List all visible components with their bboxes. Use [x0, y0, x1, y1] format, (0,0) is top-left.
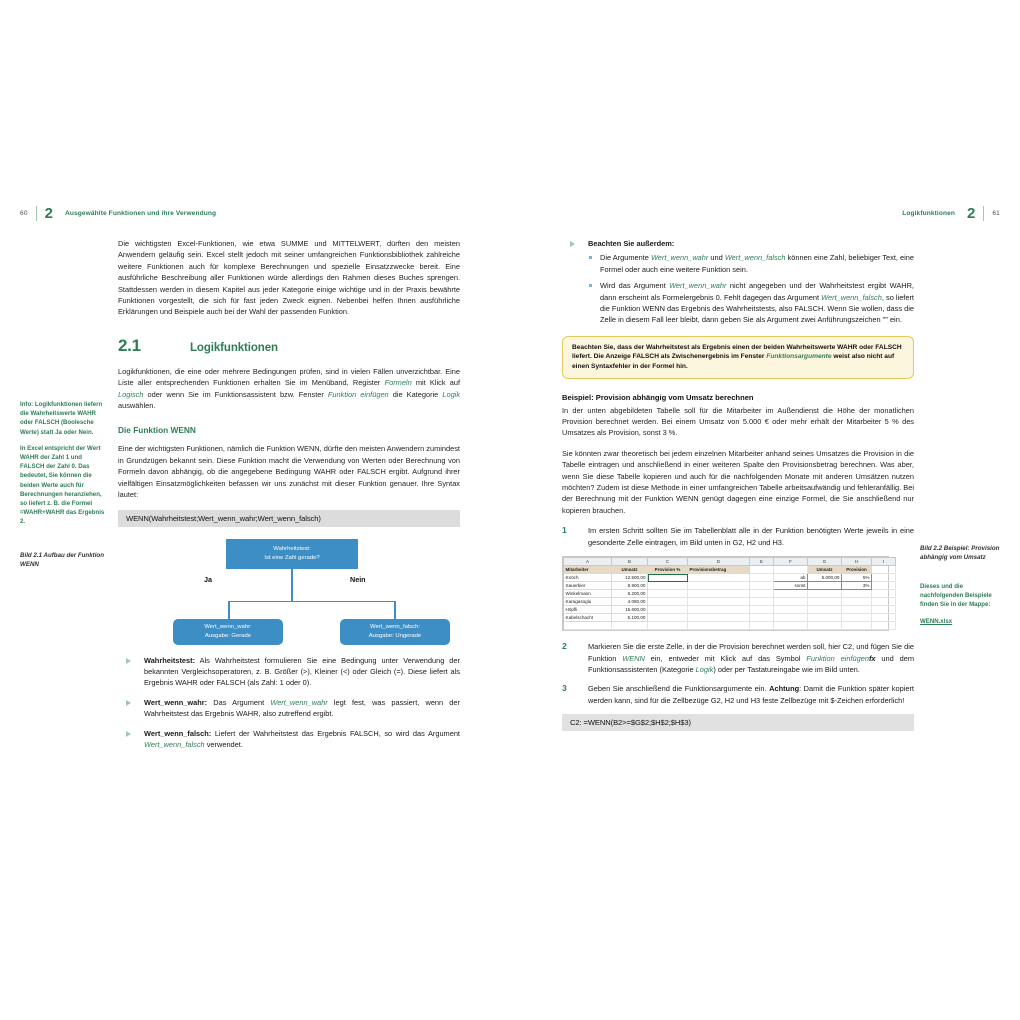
excel-cell-f3[interactable]: sonst [774, 582, 808, 590]
bullet-text-wahrheitstest: Als Wahrheitstest formulieren Sie eine Bedingung unter Verwendung der bekannten Vergleichsoperatoren, z. B. Größer (>), Kleiner (<) oder Gleich (=). Diese liefert als Ergebnis WAHR oder FALSCH (als Zahl: 1 oder 0). [144, 655, 460, 688]
excel-col-a[interactable]: A [564, 558, 612, 566]
excel-cell-b1[interactable]: Umsatz [612, 566, 648, 574]
diagram-root-line1: Wahrheitstest: [273, 546, 311, 553]
bullet-text-b-1: legt fest, was passiert, wenn der Wahrheitstest das Ergebnis WAHR, also zutreffend ergibt. [144, 697, 460, 719]
step-2 [562, 641, 914, 675]
excel-cell-i3[interactable] [872, 582, 896, 590]
excel-cell-f6[interactable] [774, 606, 808, 614]
excel-cell-g3[interactable] [808, 582, 842, 590]
excel-cell-d1[interactable]: Provisionsbetrag [688, 566, 750, 574]
note-sublist [588, 252, 914, 325]
excel-cell-g4[interactable] [808, 590, 842, 598]
note-1-b: nicht angegeben und der Wahrheitstest ergibt WAHR, dann erscheint als Formelergebnis 0. Fehlt dagegen das Argument [600, 281, 914, 302]
diagram-false-line2: Ausgabe: Ungerade [368, 632, 422, 639]
table-row [564, 614, 896, 622]
excel-cell-c3[interactable] [648, 582, 688, 590]
table-row [564, 606, 896, 614]
intro-paragraph: Die wichtigsten Excel-Funktionen, wie etwa SUMME und MITTELWERT, dürften den meisten Anwendern geläufig sein. Excel stellt jedoch mit seiner umfangreichen Funktionsbibliothek zahlreiche weitere Funktionen auch für komplexe Berechnungen und spezielle Einsatzzwecke bereit. Eine ausführliche Beschreibung aller Funktionen würde allerdings den Rahmen dieses Buches sprengen. Stattdessen werden in diesem Kapitel aus jeder Kategorie einige wichtige und in der Praxis bewährte Funktionen vorgestellt, die sich für fast jeden Zweck eignen. Nebenbei helfen Ihnen ausführliche Erklärungen und Beispiele auch bei der Wahl der passenden Funktion. [118, 239, 460, 317]
right-running-header [520, 200, 1010, 226]
table-row [564, 582, 896, 590]
excel-cell-a6[interactable]: Höpfli [564, 606, 612, 614]
excel-cell-i6[interactable] [872, 606, 896, 614]
note-0-em1: Wert_wenn_wahr [650, 253, 709, 263]
table-row [564, 598, 896, 606]
excel-col-f[interactable]: F [774, 558, 808, 566]
excel-cell-c4[interactable] [648, 590, 688, 598]
excel-cell-i5[interactable] [872, 598, 896, 606]
excel-screenshot [562, 556, 889, 631]
step-2-em-logik: Logik [695, 664, 714, 674]
excel-cell-b8[interactable] [612, 622, 648, 630]
excel-cell-g1[interactable]: Umsatz [808, 566, 842, 574]
excel-cell-c8[interactable] [648, 622, 688, 630]
excel-col-d[interactable]: D [688, 558, 750, 566]
excel-cell-e4[interactable] [750, 590, 774, 598]
excel-cell-e1[interactable] [750, 566, 774, 574]
right-margin-note-file: WENN.xlsx [920, 617, 953, 625]
excel-cell-f1[interactable] [774, 566, 808, 574]
excel-cell-e2[interactable] [750, 574, 774, 582]
excel-cell-c5[interactable] [648, 598, 688, 606]
excel-cell-e3[interactable] [750, 582, 774, 590]
excel-cell-h3[interactable]: 3% [842, 582, 872, 590]
left-page [10, 200, 500, 820]
excel-cell-f5[interactable] [774, 598, 808, 606]
step-3-achtung: Achtung [769, 684, 800, 694]
excel-column-header-row [564, 558, 896, 566]
header-rule [983, 206, 984, 221]
si-p5: auswählen. [118, 401, 156, 411]
diagram-root-line2: Ist eine Zahl gerade? [264, 554, 320, 561]
figure-2-1-caption: Bild 2.1 Aufbau der Funktion WENN [20, 552, 104, 568]
step-2-number: 2 [562, 641, 567, 652]
excel-cell-a2[interactable]: Knöch [564, 574, 612, 582]
wenn-argument-list [118, 655, 460, 751]
excel-cell-a3[interactable]: Sauerbier [564, 582, 612, 590]
diagram-root-box [226, 539, 358, 569]
bullet-em-2: Wert_wenn_falsch [144, 739, 205, 749]
note-0-a: Die Argumente [600, 253, 651, 263]
beachten-sie-list [562, 238, 914, 326]
excel-cell-d3[interactable] [688, 582, 750, 590]
diagram-true-line2: Ausgabe: Gerade [204, 632, 252, 639]
excel-cell-d7[interactable] [688, 614, 750, 622]
excel-cell-d5[interactable] [688, 598, 750, 606]
figure-2-2-caption: Bild 2.2 Beispiel: Provision abhängig vom Umsatz [920, 545, 1000, 561]
wenn-flow-diagram [118, 537, 460, 649]
right-chapter-number: 2 [967, 204, 976, 222]
excel-cell-h6[interactable] [842, 606, 872, 614]
note-0-c: können eine Zahl, beliebiger Text, eine Formel oder auch eine weitere Funktion sein. [600, 253, 914, 274]
excel-cell-c1[interactable]: Provision % [648, 566, 688, 574]
margin-note-paragraph-2: In Excel entspricht der Wert WAHR der Zahl 1 und FALSCH der Zahl 0. Das bedeutet, Sie können die beiden Werte auch für Berechnungen heranziehen, so liefert z. B. die Formel =WAHR+WAHR das Ergebnis 2. [20, 444, 105, 526]
example-paragraph-2: Sie könnten zwar theoretisch bei jedem einzelnen Mitarbeiter anhand seines Umsatzes die Provision in die Tabelle eintragen und anschließend in einer weiteren Spalte den Provisionsbetrag berechnen. Was aber, wenn Sie diese Tabelle kopieren und auch für die nachfolgenden Monate mit anderen Umsätzen nutzen möchten? Zudem ist diese Methode in einer umfangreichen Tabelle arbeitsaufwändig und fehleranfällig. Bei der Berechnung mit der Funktion WENN genügt dagegen eine einzige Formel, die Sie anschließend nur kopieren brauchen. [562, 448, 914, 515]
excel-cell-h8[interactable] [842, 622, 872, 630]
right-folio: 61 [992, 209, 1000, 217]
diagram-connector-vertical-right [394, 601, 396, 620]
si-p3: oder wenn Sie im Funktionsassistent bzw. Fenster [143, 389, 328, 399]
right-text-column [562, 238, 914, 741]
excel-cell-f8[interactable] [774, 622, 808, 630]
diagram-true-box [173, 619, 283, 645]
diagram-connector-horizontal [228, 601, 395, 603]
formula-code-bar: C2: =WENN(B2>=$G$2;$H$2;$H$3) [562, 714, 914, 731]
si-em-formeln: Formeln [384, 378, 412, 388]
excel-cell-d8[interactable] [688, 622, 750, 630]
right-section-title: Logikfunktionen [902, 209, 956, 217]
table-row [564, 622, 896, 630]
note-1-c: , so liefert die Funktion WENN das Ergebnis des Wahrheitstests, also FALSCH. Wenn Sie wollen, dass die Zelle in diesem Fall leer bleibt, dann geben Sie als Argument zwei Anführungszeichen "" ein. [600, 292, 914, 325]
excel-cell-e8[interactable] [750, 622, 774, 630]
diagram-connector-vertical-left [228, 601, 230, 620]
step-2-text [588, 641, 914, 675]
callout-part2: weist also nicht auf einen Syntaxfehler in der Formel hin. [572, 353, 895, 371]
excel-cell-f2[interactable]: ab [774, 574, 808, 582]
left-running-header [10, 200, 500, 226]
table-row [564, 574, 896, 582]
note-0-em2: Wert_wenn_falsch [724, 253, 786, 263]
si-p2: mit Klick auf [411, 378, 460, 388]
excel-cell-g2[interactable]: 5.000,00 [808, 574, 842, 582]
excel-cell-b5[interactable]: 4.080,00 [612, 598, 648, 606]
bullet-term-wahrheitstest: Wahrheitstest: [144, 655, 196, 665]
excel-cell-g7[interactable] [808, 614, 842, 622]
list-item [562, 238, 914, 326]
diagram-label-no: Nein [350, 574, 366, 584]
excel-cell-d6[interactable] [688, 606, 750, 614]
excel-cell-g6[interactable] [808, 606, 842, 614]
list-item [118, 697, 460, 720]
bullet-term-wert-wenn-falsch: Wert_wenn_falsch: [144, 728, 212, 738]
excel-col-e[interactable]: E [750, 558, 774, 566]
bullet-term-wert-wenn-wahr: Wert_wenn_wahr: [144, 697, 208, 707]
step-1-text: Im ersten Schritt sollten Sie im Tabellenblatt alle in der Funktion benötigten Werte jeweils in eine gesonderte Zelle eintragen, im Bild unten in G2, H2 und H3. [588, 526, 914, 547]
left-chapter-number: 2 [44, 204, 53, 222]
bullet-em-1: Wert_wenn_wahr [270, 697, 328, 707]
section-title: Logikfunktionen [190, 341, 278, 354]
margin-note-text-1: Logikfunktionen liefern die Wahrheitswerte WAHR oder FALSCH (Boolesche Werte) statt Ja oder Nein. [20, 401, 103, 436]
excel-cell-i4[interactable] [872, 590, 896, 598]
right-page [520, 200, 1010, 820]
excel-cell-a7[interactable]: Kabelschacht [564, 614, 612, 622]
excel-cell-e5[interactable] [750, 598, 774, 606]
excel-grid [563, 557, 896, 630]
bullet-text-a-2: Liefert der Wahrheitstest das Ergebnis FALSCH, so wird das Argument [211, 728, 460, 738]
excel-cell-a1[interactable]: Mitarbeiter [564, 566, 612, 574]
list-item [118, 655, 460, 689]
bullet-text-b-2: verwendet. [204, 739, 243, 749]
excel-cell-e6[interactable] [750, 606, 774, 614]
section-number: 2.1 [118, 335, 141, 355]
step-2-a: Markieren Sie die erste Zelle, in der die Provision berechnet werden soll, hier C2, und fügen Sie die Funktion [588, 642, 914, 663]
excel-cell-i1[interactable] [872, 566, 896, 574]
diagram-label-yes: Ja [204, 574, 212, 584]
excel-cell-h2[interactable]: 5% [842, 574, 872, 582]
right-margin-note-text: Dieses und die nachfolgenden Beispiele finden Sie in der Mappe: [920, 583, 992, 609]
excel-cell-b4[interactable]: 6.200,00 [612, 590, 648, 598]
margin-note-paragraph-1 [20, 400, 106, 437]
excel-cell-b7[interactable]: 5.100,00 [612, 614, 648, 622]
excel-cell-i8[interactable] [872, 622, 896, 630]
step-3-a: Geben Sie anschließend die Funktionsargumente ein. [588, 684, 770, 694]
step-3-text [588, 683, 914, 706]
step-3-b: : Damit die Funktion später kopiert werden kann, sind für die Zellbezüge G2, H2 und H3 feste Zellbezüge mit $-Zeichen erforderlich! [588, 684, 914, 705]
diagram-false-box [340, 619, 450, 645]
note-1-em1: Wert_wenn_wahr [669, 281, 727, 291]
excel-cell-g8[interactable] [808, 622, 842, 630]
left-folio: 60 [20, 209, 28, 217]
excel-cell-c6[interactable] [648, 606, 688, 614]
step-1 [562, 525, 914, 548]
callout-em: Funktionsargumente [766, 353, 832, 361]
excel-cell-c7[interactable] [648, 614, 688, 622]
example-paragraph-1: In der unten abgebildeten Tabelle soll für die Mitarbeiter im Außendienst die Höhe der monatlichen Provision berechnet werden. Bei einem Umsatz von 5.000 € oder mehr erhält der Mitarbeiter 5 % des Umsatzes als Provision, sonst 3 %. [562, 405, 914, 438]
syntax-code-bar: WENN(Wahrheitstest;Wert_wenn_wahr;Wert_wenn_falsch) [118, 510, 460, 527]
step-2-em-funktion-einfuegen: Funktion einfügen [806, 653, 869, 663]
excel-cell-f7[interactable] [774, 614, 808, 622]
step-3-number: 3 [562, 683, 567, 694]
diagram-false-line1: Wert_wenn_falsch: [370, 624, 420, 631]
excel-col-h[interactable]: H [842, 558, 872, 566]
excel-col-b[interactable]: B [612, 558, 648, 566]
excel-cell-b3[interactable]: 8.900,00 [612, 582, 648, 590]
excel-cell-a4[interactable]: Winkelmann [564, 590, 612, 598]
step-3 [562, 683, 914, 706]
diagram-true-line1: Wert_wenn_wahr: [204, 624, 252, 631]
si-em-logisch: Logisch [118, 389, 144, 399]
right-margin-note [920, 582, 1006, 633]
excel-cell-i7[interactable] [872, 614, 896, 622]
callout-box [562, 336, 914, 379]
excel-cell-b2[interactable]: 12.500,00 [612, 574, 648, 582]
note-heading: Beachten Sie außerdem: [588, 239, 675, 248]
step-1-number: 1 [562, 525, 567, 536]
si-p4: die Kategorie [388, 389, 443, 399]
table-row [564, 590, 896, 598]
excel-cell-c2[interactable] [648, 574, 688, 582]
subheading-die-funktion-wenn: Die Funktion WENN [118, 425, 196, 436]
excel-cell-d4[interactable] [688, 590, 750, 598]
excel-cell-h4[interactable] [842, 590, 872, 598]
fx-icon: fx [868, 653, 876, 663]
step-2-c: und dem Funktionsassistenten (Kategorie [588, 653, 914, 674]
section-heading-2-1 [118, 336, 460, 356]
left-margin-note [20, 400, 106, 534]
callout-part1: Beachten Sie, dass der Wahrheitstest als Ergebnis einen der beiden Wahrheitswerte WAHR oder FALSCH liefert. Die Anzeige FALSCH als Zwischenergebnis im Fenster [572, 343, 902, 361]
excel-cell-f4[interactable] [774, 590, 808, 598]
si-em-funktion-einfuegen: Funktion einfügen [327, 389, 389, 399]
example-heading: Beispiel: Provision abhängig vom Umsatz berechnen [562, 392, 754, 402]
excel-cell-i2[interactable] [872, 574, 896, 582]
list-item [588, 280, 914, 326]
diagram-connector-vertical-top [291, 569, 293, 602]
excel-cell-e7[interactable] [750, 614, 774, 622]
si-em-logik: Logik [442, 389, 461, 399]
list-item [588, 252, 914, 275]
excel-cell-a8[interactable] [564, 622, 612, 630]
note-1-em2: Wert_wenn_falsch [821, 292, 882, 302]
header-rule [36, 206, 37, 221]
excel-cell-h7[interactable] [842, 614, 872, 622]
table-row [564, 566, 896, 574]
list-item [118, 728, 460, 751]
left-chapter-title: Ausgewählte Funktionen und ihre Verwendung [64, 209, 217, 217]
excel-col-g[interactable]: G [808, 558, 842, 566]
step-2-d: ) oder per Tastatureingabe wie im Bild unten. [713, 664, 860, 674]
excel-cell-h1[interactable]: Provision [842, 566, 872, 574]
excel-cell-b6[interactable]: 15.600,00 [612, 606, 648, 614]
note-1-a: Wird das Argument [600, 281, 670, 291]
excel-col-i[interactable]: I [872, 558, 896, 566]
excel-cell-h5[interactable] [842, 598, 872, 606]
step-2-b: ein, entweder mit Klick auf das Symbol [644, 653, 807, 663]
note-0-b: und [708, 253, 725, 263]
excel-cell-d2[interactable] [688, 574, 750, 582]
margin-note-label: Info: [20, 401, 34, 408]
si-p1: Logikfunktionen, die eine oder mehrere Bedingungen prüfen, sind in vielen Fällen unverzichtbar. Eine Liste aller entsprechenden Funktionen erhalten Sie im Menüband, Register [118, 366, 460, 388]
excel-cell-g5[interactable] [808, 598, 842, 606]
wenn-paragraph: Eine der wichtigsten Funktionen, nämlich die Funktion WENN, dürfte den meisten Anwendern zumindest in Grundzügen bekannt sein. Diese Funktion macht die Verwendung von Werten oder Berechnung von Formeln davon abhängig, ob die angegebene Bedingung WAHR oder FALSCH ergibt. Aufgrund ihrer vielfältigen Einsatzmöglichkeiten befassen wir uns zunächst mit dieser Funktion genauer. Ihre Syntax lautet: [118, 444, 460, 500]
bullet-text-a-1: Das Argument [207, 697, 271, 707]
step-2-em-wenn: WENN [622, 653, 645, 663]
excel-cell-a5[interactable]: Karagasoglu [564, 598, 612, 606]
left-text-column [118, 238, 460, 758]
section-intro-paragraph [118, 366, 460, 412]
excel-col-c[interactable]: C [648, 558, 688, 566]
